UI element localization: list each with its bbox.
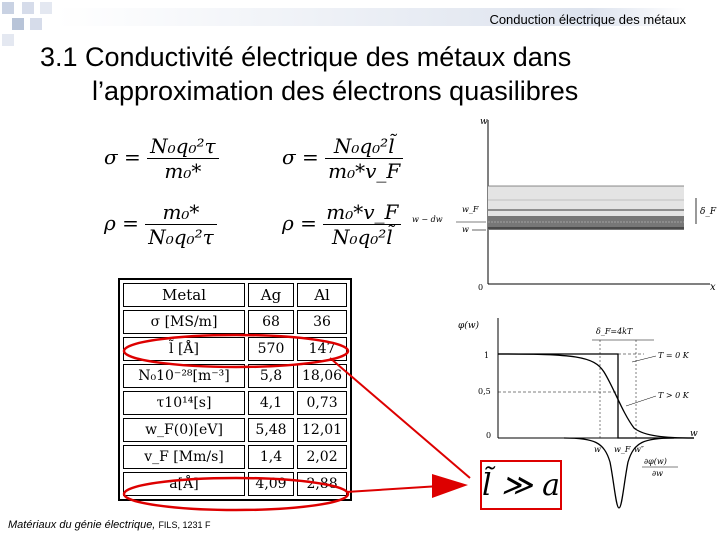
table-cell: 5,48 [248, 418, 294, 442]
formula-lhs: σ = [282, 145, 319, 169]
table-cell: a[Å] [123, 472, 245, 496]
fermi-function-plot [454, 312, 716, 520]
table-cell: 1,4 [248, 445, 294, 469]
table-cell: 4,09 [248, 472, 294, 496]
table-cell: 36 [297, 310, 347, 334]
fermi-tick-1: 1 [484, 351, 490, 360]
fermi-derivative-num: ∂φ(w) [644, 457, 667, 466]
footer [8, 519, 210, 531]
formula-denominator: m₀*v_F [328, 159, 401, 183]
formula-numerator: m₀*v_F [323, 200, 401, 225]
highlight-arrow-line [346, 486, 440, 492]
fermi-delta-label: δ_F=4kT [596, 327, 633, 336]
table-header-cell: Al [297, 283, 347, 307]
fermi-x-tick-wf: w_F [614, 445, 631, 454]
table-cell: 5,8 [248, 364, 294, 388]
w-level-label: w [462, 225, 469, 234]
footer-small: FILS, 1231 F [158, 520, 211, 530]
fermi-x-tick-wpp: w″ [634, 445, 644, 454]
table-cell: w_F(0)[eV] [123, 418, 245, 442]
fermi-tpos-label: T > 0 K [658, 391, 689, 400]
energy-band-diagram [406, 112, 720, 296]
delta-f-label: δ_F [700, 207, 717, 217]
table-cell: 18,06 [297, 364, 347, 388]
energy-origin-label: 0 [478, 283, 484, 292]
formula-lhs: ρ = [282, 211, 317, 235]
w-minus-dw-label: w − dw [412, 215, 443, 224]
table-cell: τ10¹⁴[s] [123, 391, 245, 415]
fermi-y-label: φ(w) [458, 321, 480, 331]
highlight-ellipse-a [124, 478, 348, 510]
formula-numerator: m₀* [145, 200, 216, 225]
fermi-x-tick-w: w [594, 445, 601, 454]
energy-axis-x-label: x [710, 282, 716, 293]
energy-axis-w-label: w [480, 117, 488, 127]
formula-lhs: σ = [104, 145, 141, 169]
table-cell: 68 [248, 310, 294, 334]
wf-level-label: w_F [462, 205, 479, 214]
title-line-1: 3.1 Conductivité électrique des métaux dans [40, 42, 572, 72]
table-cell: 12,01 [297, 418, 347, 442]
table-cell: 4,1 [248, 391, 294, 415]
fermi-t0-label: T = 0 K [658, 351, 689, 360]
fermi-derivative-den: ∂w [652, 469, 663, 478]
table-header-cell: Metal [123, 283, 245, 307]
footer-main: Matériaux du génie électrique, [8, 519, 156, 531]
formula-denominator: N₀q₀²l̃ [331, 225, 393, 249]
title-line-2: l’approximation des électrons quasilibres [92, 76, 579, 106]
table-cell: σ [MS/m] [123, 310, 245, 334]
fermi-x-axis-label: w [690, 429, 698, 439]
formula-numerator: N₀q₀²τ [147, 134, 218, 159]
fermi-tick-05: 0,5 [478, 387, 491, 396]
table-cell: 147 [297, 337, 347, 361]
formula-lhs: ρ = [104, 211, 139, 235]
table-cell: v_F [Mm/s] [123, 445, 245, 469]
highlight-arrow-line [330, 358, 470, 478]
formula-denominator: m₀* [164, 159, 202, 183]
formula-denominator: N₀q₀²τ [148, 225, 214, 249]
header-title: Conduction électrique des métaux [489, 12, 686, 27]
formula-numerator: N₀q₀²l̃ [325, 134, 403, 159]
table-cell: 2,88 [297, 472, 347, 496]
fermi-origin: 0 [486, 431, 492, 440]
table-cell: N₀10⁻²⁸[m⁻³] [123, 364, 245, 388]
conclusion-box: l̃ ≫ a [480, 460, 562, 510]
table-header-cell: Ag [248, 283, 294, 307]
table-cell: 0,73 [297, 391, 347, 415]
highlight-ellipse-l [124, 335, 348, 367]
table-cell: 570 [248, 337, 294, 361]
table-cell: 2,02 [297, 445, 347, 469]
table-cell: l̃ [Å] [123, 337, 245, 361]
